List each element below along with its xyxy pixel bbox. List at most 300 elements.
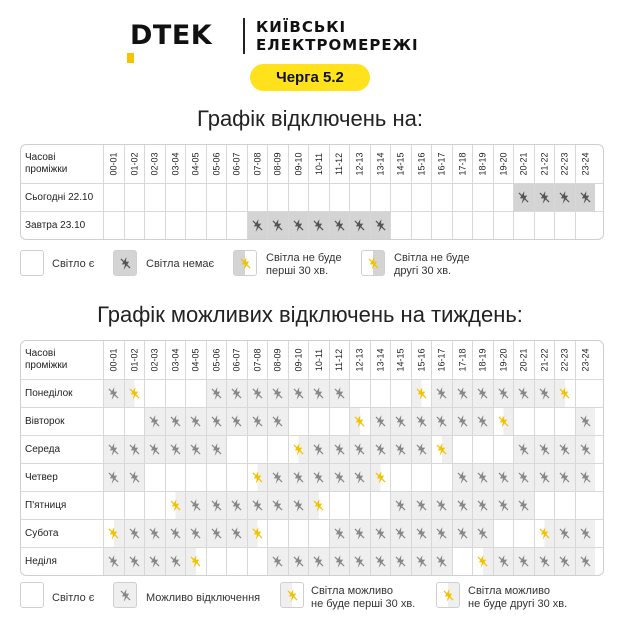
hour-cell [554, 184, 575, 211]
lightning-maybe-icon [190, 499, 201, 512]
hour-header-cell [472, 145, 493, 183]
hour-cell [431, 408, 452, 435]
hour-header-cell [411, 341, 432, 379]
lightning-maybe-icon [293, 387, 304, 400]
lightning-maybe-icon [375, 415, 386, 428]
lightning-maybe-icon [313, 555, 324, 568]
lightning-maybe-icon [129, 527, 140, 540]
hour-label: 02-03 [149, 348, 160, 372]
time-slots-header [21, 145, 103, 183]
lightning-partial-icon [443, 589, 454, 602]
hour-cell [308, 212, 329, 239]
hour-cell [308, 436, 329, 463]
hour-cell [144, 380, 165, 407]
hour-cell [534, 380, 555, 407]
legend-second30-swatch [436, 582, 460, 608]
lightning-maybe-icon [293, 555, 304, 568]
hour-cell [513, 492, 534, 519]
hour-cell [349, 380, 370, 407]
lightning-partial-icon [559, 387, 570, 400]
hour-header-cell [370, 145, 391, 183]
hour-cell [349, 464, 370, 491]
lightning-maybe-icon [170, 555, 181, 568]
hour-label: 15-16 [416, 348, 427, 372]
lightning-maybe-icon [395, 415, 406, 428]
lightning-partial-icon [539, 527, 550, 540]
lightning-maybe-icon [170, 415, 181, 428]
hour-header-cell [226, 341, 247, 379]
table-row [21, 491, 603, 519]
lightning-maybe-icon [231, 415, 242, 428]
hour-cell [370, 464, 391, 491]
hour-label: 22-23 [559, 348, 570, 372]
lightning-maybe-icon [518, 555, 529, 568]
lightning-maybe-icon [477, 499, 488, 512]
lightning-maybe-icon [190, 443, 201, 456]
hour-cell [472, 184, 493, 211]
hour-cell [431, 492, 452, 519]
hour-label: 00-01 [108, 152, 119, 176]
hour-cell [165, 436, 186, 463]
lightning-maybe-icon [457, 415, 468, 428]
hour-header-cell [452, 145, 473, 183]
hour-cell [165, 408, 186, 435]
hour-cell [144, 548, 165, 575]
daily-schedule-table [20, 144, 604, 240]
hour-cell [308, 408, 329, 435]
hour-cell [267, 520, 288, 547]
hour-header-cell [144, 341, 165, 379]
row-day-label: Понеділок [25, 388, 73, 399]
hour-label: 10-11 [313, 152, 324, 176]
hour-cell [575, 212, 596, 239]
hour-label: 10-11 [313, 348, 324, 372]
lightning-maybe-icon [518, 443, 529, 456]
hour-label: 20-21 [518, 152, 529, 176]
hour-cell [493, 492, 514, 519]
lightning-maybe-icon [457, 387, 468, 400]
hour-cell [411, 408, 432, 435]
hour-cell [185, 408, 206, 435]
lightning-off-icon [354, 219, 365, 232]
hour-header-cell [206, 341, 227, 379]
hour-cell [267, 184, 288, 211]
hour-cell [431, 184, 452, 211]
hour-label: 16-17 [436, 152, 447, 176]
hour-cell [165, 464, 186, 491]
hour-cell [124, 520, 145, 547]
table-row [21, 519, 603, 547]
hour-cell [534, 520, 555, 547]
lightning-maybe-icon [436, 527, 447, 540]
hour-label: 17-18 [457, 152, 468, 176]
hour-cell [103, 184, 124, 211]
hour-cell [452, 492, 473, 519]
hour-label: 03-04 [170, 348, 181, 372]
hour-cell [554, 492, 575, 519]
table-row [21, 211, 603, 239]
hour-cell [390, 184, 411, 211]
hour-label: 09-10 [293, 152, 304, 176]
hour-label: 01-02 [129, 348, 140, 372]
lightning-maybe-icon [580, 555, 591, 568]
hour-cell [288, 464, 309, 491]
table-row [21, 183, 603, 211]
hour-cell [452, 548, 473, 575]
lightning-maybe-icon [518, 499, 529, 512]
hour-cell [185, 184, 206, 211]
hour-cell [247, 184, 268, 211]
lightning-maybe-icon [457, 499, 468, 512]
lightning-maybe-icon [149, 443, 160, 456]
hour-cell [575, 520, 596, 547]
lightning-maybe-icon [395, 443, 406, 456]
hour-cell [267, 492, 288, 519]
hour-cell [124, 548, 145, 575]
lightning-maybe-icon [231, 499, 242, 512]
hour-cell [247, 212, 268, 239]
lightning-maybe-icon [477, 387, 488, 400]
hour-header-cell [329, 145, 350, 183]
lightning-maybe-icon [375, 555, 386, 568]
hour-cell [288, 380, 309, 407]
hour-cell [370, 436, 391, 463]
hour-cell [349, 408, 370, 435]
hour-cell [206, 408, 227, 435]
hour-cell [206, 492, 227, 519]
time-slots-header [21, 341, 103, 379]
lightning-maybe-icon [313, 471, 324, 484]
lightning-maybe-icon [334, 527, 345, 540]
lightning-maybe-icon [375, 527, 386, 540]
daily-schedule-title: Графік відключень на: [197, 106, 423, 131]
hour-cell [267, 408, 288, 435]
hour-label: 05-06 [211, 348, 222, 372]
hour-cell [575, 380, 596, 407]
table-row [21, 547, 603, 575]
hour-cell [370, 492, 391, 519]
lightning-partial-icon [354, 415, 365, 428]
hour-cell [534, 464, 555, 491]
hour-cell [493, 436, 514, 463]
hour-label: 13-14 [375, 152, 386, 176]
hour-cell [575, 184, 596, 211]
hour-cell [267, 548, 288, 575]
hour-cell [103, 548, 124, 575]
legend-no-light-swatch [113, 250, 137, 276]
lightning-off-icon [293, 219, 304, 232]
hour-cell [185, 520, 206, 547]
hour-cell [554, 548, 575, 575]
hour-cell [206, 184, 227, 211]
hour-cell [370, 520, 391, 547]
hour-header-cell [103, 341, 124, 379]
hour-header-cell [472, 341, 493, 379]
hour-cell [206, 380, 227, 407]
hour-cell [288, 492, 309, 519]
legend-first30-line2: не буде перші 30 хв. [311, 598, 416, 610]
hour-header-cell [329, 341, 350, 379]
hour-cell [226, 212, 247, 239]
legend-first30-label [311, 585, 415, 611]
hour-cell [329, 464, 350, 491]
lightning-maybe-icon [395, 527, 406, 540]
hour-cell [370, 212, 391, 239]
hour-cell [267, 436, 288, 463]
hour-cell [554, 436, 575, 463]
hour-cell [124, 492, 145, 519]
hour-header-cell [513, 145, 534, 183]
hour-cell [554, 212, 575, 239]
hour-cell [452, 380, 473, 407]
hour-cell [534, 212, 555, 239]
hour-cell [534, 184, 555, 211]
hour-cell [411, 380, 432, 407]
lightning-maybe-icon [170, 443, 181, 456]
hour-cell [390, 380, 411, 407]
org-name-line1: КИЇВСЬКІ [256, 18, 347, 36]
legend-second30-label [468, 585, 567, 611]
hour-cell [390, 492, 411, 519]
legend-second30-label [394, 252, 470, 278]
hour-header-cell [267, 145, 288, 183]
legend-first30-swatch [233, 250, 257, 276]
row-day-label: П'ятниця [25, 500, 67, 511]
hour-header-cell [431, 145, 452, 183]
hour-cell [247, 380, 268, 407]
hour-cell [185, 464, 206, 491]
hour-label: 07-08 [252, 152, 263, 176]
lightning-maybe-icon [416, 443, 427, 456]
hour-cell [144, 492, 165, 519]
hour-cell [554, 408, 575, 435]
lightning-maybe-icon [518, 387, 529, 400]
lightning-maybe-icon [354, 527, 365, 540]
hour-cell [124, 436, 145, 463]
hour-header-cell [411, 145, 432, 183]
hour-cell [308, 520, 329, 547]
lightning-maybe-icon [457, 527, 468, 540]
lightning-partial-icon [313, 499, 324, 512]
hour-cell [493, 212, 514, 239]
hour-label: 19-20 [498, 348, 509, 372]
queue-badge: Черга 5.2 [250, 64, 370, 91]
row-day-label: Неділя [25, 556, 57, 567]
hour-cell [226, 380, 247, 407]
hour-cell [165, 492, 186, 519]
legend-second30-line2: не буде другі 30 хв. [468, 598, 568, 610]
lightning-maybe-icon [580, 471, 591, 484]
legend-second30-line2: другі 30 хв. [394, 265, 452, 277]
hour-cell [185, 548, 206, 575]
lightning-maybe-icon [498, 471, 509, 484]
hour-label: 08-09 [272, 348, 283, 372]
hour-cell [452, 464, 473, 491]
lightning-maybe-icon [211, 499, 222, 512]
lightning-maybe-icon [498, 499, 509, 512]
hour-cell [411, 464, 432, 491]
lightning-maybe-icon [477, 471, 488, 484]
hour-header-cell [124, 145, 145, 183]
lightning-maybe-icon [498, 387, 509, 400]
hour-cell [452, 212, 473, 239]
hour-cell [329, 408, 350, 435]
lightning-maybe-icon [580, 415, 591, 428]
hour-cell [431, 436, 452, 463]
lightning-maybe-icon [293, 471, 304, 484]
lightning-maybe-icon [211, 387, 222, 400]
hour-cell [370, 380, 391, 407]
hour-label: 14-15 [395, 348, 406, 372]
hour-cell [329, 520, 350, 547]
hour-cell [534, 492, 555, 519]
hour-label: 21-22 [539, 152, 550, 176]
hour-cell [554, 380, 575, 407]
lightning-partial-icon [436, 443, 447, 456]
hour-cell [411, 184, 432, 211]
hour-header-cell [165, 145, 186, 183]
weekly-schedule-title: Графік можливих відключень на тиждень: [97, 302, 523, 327]
hour-cell [226, 408, 247, 435]
hour-cell [431, 464, 452, 491]
hour-label: 02-03 [149, 152, 160, 176]
lightning-maybe-icon [477, 415, 488, 428]
hour-cell [472, 548, 493, 575]
hour-cell [288, 520, 309, 547]
hour-cell [329, 548, 350, 575]
lightning-partial-icon [368, 257, 379, 270]
hour-cell [370, 548, 391, 575]
hour-cell [165, 212, 186, 239]
time-slots-header-line2: проміжки [25, 164, 68, 175]
lightning-maybe-icon [108, 555, 119, 568]
lightning-partial-icon [477, 555, 488, 568]
legend-maybe-label: Можливо відключення [146, 592, 261, 604]
lightning-off-icon [539, 191, 550, 204]
hour-cell [329, 184, 350, 211]
hour-cell [103, 380, 124, 407]
weekly-legend [0, 582, 620, 616]
hour-header-cell [493, 145, 514, 183]
hour-cell [103, 212, 124, 239]
hour-label: 06-07 [231, 348, 242, 372]
hour-cell [472, 408, 493, 435]
hour-cell [124, 380, 145, 407]
hour-cell [349, 492, 370, 519]
hour-label: 03-04 [170, 152, 181, 176]
hour-cell [493, 464, 514, 491]
hour-cell [472, 520, 493, 547]
lightning-maybe-icon [129, 443, 140, 456]
hour-label: 18-19 [477, 348, 488, 372]
lightning-maybe-icon [416, 555, 427, 568]
hour-label: 07-08 [252, 348, 263, 372]
hour-cell [513, 184, 534, 211]
legend-first30-swatch [280, 582, 304, 608]
hour-cell [124, 408, 145, 435]
lightning-maybe-icon [436, 387, 447, 400]
hour-label: 08-09 [272, 152, 283, 176]
hour-cell [370, 184, 391, 211]
lightning-off-icon [272, 219, 283, 232]
row-day-label: Середа [25, 444, 61, 455]
hour-cell [144, 464, 165, 491]
lightning-partial-icon [287, 589, 298, 602]
hour-cell [349, 212, 370, 239]
hour-cell [308, 380, 329, 407]
hour-cell [288, 212, 309, 239]
hour-header-cell [452, 341, 473, 379]
hour-cell [103, 436, 124, 463]
lightning-off-icon [252, 219, 263, 232]
hour-cell [329, 492, 350, 519]
lightning-maybe-icon [559, 443, 570, 456]
hour-cell [452, 408, 473, 435]
lightning-maybe-icon [149, 555, 160, 568]
hour-cell [472, 380, 493, 407]
hour-cell [575, 492, 596, 519]
hour-header-cell [390, 341, 411, 379]
hour-cell [390, 548, 411, 575]
hour-cell [554, 520, 575, 547]
hour-cell [308, 184, 329, 211]
lightning-partial-icon [252, 527, 263, 540]
lightning-partial-icon [129, 387, 140, 400]
hour-cell [452, 520, 473, 547]
lightning-off-icon [120, 257, 131, 270]
hour-cell [288, 184, 309, 211]
hour-cell [390, 212, 411, 239]
lightning-maybe-icon [354, 443, 365, 456]
hour-cell [575, 408, 596, 435]
hour-header-cell [370, 341, 391, 379]
hour-header-cell [493, 341, 514, 379]
legend-second30-line1: Світла не буде [394, 252, 470, 264]
lightning-off-icon [580, 191, 591, 204]
hour-cell [144, 520, 165, 547]
hour-label: 19-20 [498, 152, 509, 176]
hour-cell [206, 436, 227, 463]
hour-cell [124, 184, 145, 211]
hour-header-cell [575, 341, 596, 379]
hour-cell [431, 548, 452, 575]
hour-cell [124, 212, 145, 239]
legend-light-swatch [20, 250, 44, 276]
weekly-schedule-table [20, 340, 604, 576]
hour-cell [226, 436, 247, 463]
hour-cell [513, 436, 534, 463]
lightning-partial-icon [108, 527, 119, 540]
hour-cell [349, 520, 370, 547]
lightning-maybe-icon [539, 555, 550, 568]
lightning-partial-icon [375, 471, 386, 484]
hour-cell [493, 548, 514, 575]
hour-cell [493, 184, 514, 211]
hour-cell [206, 464, 227, 491]
hour-cell [103, 492, 124, 519]
time-slots-header-line1: Часові [25, 348, 56, 359]
hour-label: 04-05 [190, 152, 201, 176]
hour-cell [247, 492, 268, 519]
lightning-maybe-icon [149, 527, 160, 540]
lightning-maybe-icon [211, 415, 222, 428]
hour-cell [431, 212, 452, 239]
lightning-maybe-icon [252, 387, 263, 400]
row-day-label: Субота [25, 528, 59, 539]
hour-label: 06-07 [231, 152, 242, 176]
lightning-maybe-icon [354, 471, 365, 484]
lightning-partial-icon [190, 555, 201, 568]
